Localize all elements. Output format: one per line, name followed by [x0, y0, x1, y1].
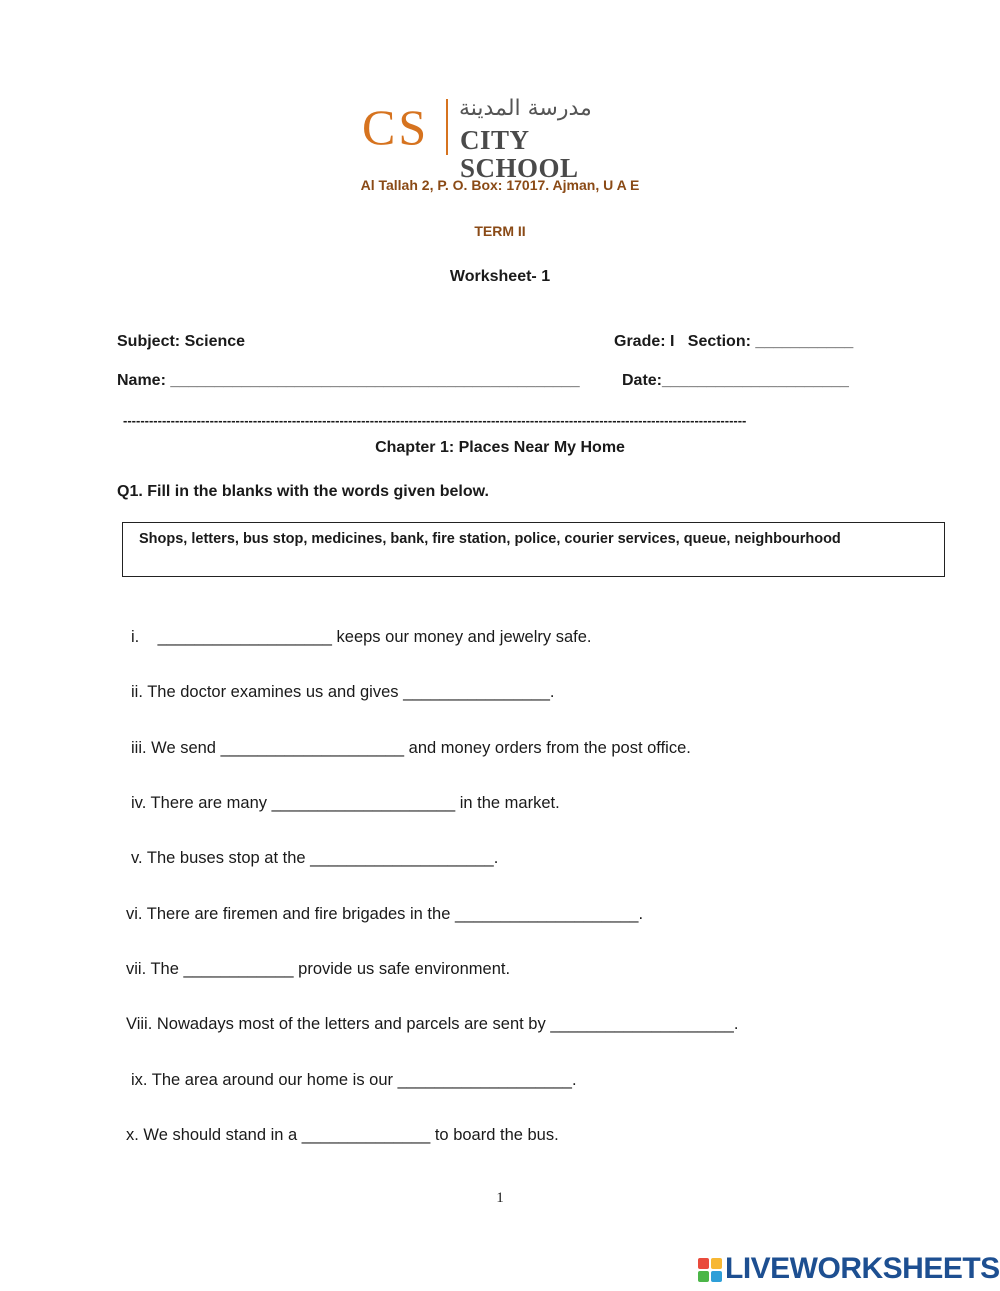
- logo-arabic-name: مدرسة المدينة: [459, 96, 592, 121]
- school-logo: [362, 96, 652, 183]
- question-item[interactable]: vii. The ____________ provide us safe environment.: [126, 960, 511, 978]
- question-item[interactable]: vi. There are firemen and fire brigades in the ____________________.: [126, 905, 644, 923]
- subject-label: Subject: Science: [117, 333, 246, 350]
- date-field: Date:_____________________: [622, 372, 849, 389]
- question-title: Q1. Fill in the blanks with the words given below.: [117, 483, 489, 500]
- question-item[interactable]: ii. The doctor examines us and gives ________________.: [131, 683, 555, 701]
- logo-initials: CS: [362, 99, 430, 155]
- question-item[interactable]: ix. The area around our home is our ___________________.: [131, 1071, 577, 1089]
- name-field: Name: ______________________________________________: [117, 372, 580, 389]
- dashed-divider: ------------------------------------------------------------------------------------------------------------------------------------------------: [123, 413, 747, 428]
- worksheet-title: Worksheet- 1: [449, 268, 551, 285]
- chapter-title: Chapter 1: Places Near My Home: [375, 439, 625, 456]
- page-number: 1: [496, 1190, 504, 1206]
- word-bank-text: Shops, letters, bus stop, medicines, bank, fire station, police, courier services, queue, neighbourhood: [139, 531, 841, 547]
- liveworksheets-logo-icon: [698, 1258, 722, 1282]
- word-bank-box: [122, 522, 945, 577]
- question-item[interactable]: iv. There are many ____________________ in the market.: [131, 794, 560, 812]
- grade-section-field: Grade: I Section: ___________: [614, 333, 854, 350]
- logo-school-name: CITY SCHOOL: [460, 125, 579, 183]
- question-item[interactable]: i. ___________________ keeps our money and jewelry safe.: [131, 628, 592, 646]
- school-address: Al Tallah 2, P. O. Box: 17017. Ajman, U A E: [360, 177, 640, 193]
- question-item[interactable]: v. The buses stop at the ____________________.: [131, 849, 499, 867]
- question-item[interactable]: iii. We send ____________________ and money orders from the post office.: [131, 739, 691, 757]
- question-item[interactable]: Viii. Nowadays most of the letters and parcels are sent by ____________________.: [126, 1015, 739, 1033]
- liveworksheets-wordmark: LIVEWORKSHEETS: [725, 1252, 1000, 1285]
- question-item[interactable]: x. We should stand in a ______________ to board the bus.: [126, 1126, 559, 1144]
- logo-divider: [446, 99, 448, 155]
- term-label: TERM II: [474, 223, 526, 239]
